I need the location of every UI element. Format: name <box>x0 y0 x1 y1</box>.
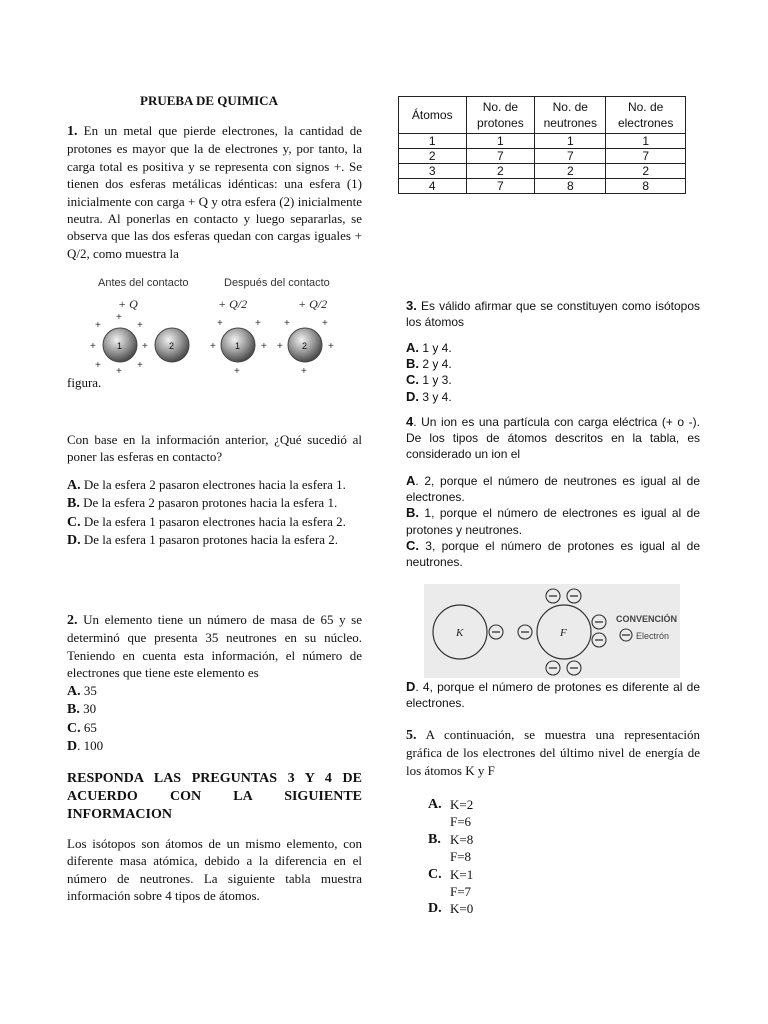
question-2-text <box>67 611 362 682</box>
charge-half-label-2: + Q/2 <box>298 297 328 311</box>
question-3-number: 3. <box>406 298 417 313</box>
sphere-1-before-label: 1 <box>117 341 123 351</box>
q4-option-c[interactable]: C. 3, porque el número de protones es igual al de neutrones. <box>406 537 701 570</box>
svg-text:+: + <box>255 318 261 329</box>
table-header-row <box>399 97 686 134</box>
svg-text:+: + <box>116 366 122 375</box>
q4-option-a[interactable]: A. 2, porque el número de neutrones es igual al de electrones. <box>406 473 700 505</box>
sphere-1-after-label: 1 <box>235 341 241 351</box>
electron-diagram-figure <box>424 584 680 678</box>
question-5-body: A continuación, se muestra una representación gráfica de los electrones del último nivel de energía de los átomos K y F <box>406 727 700 778</box>
svg-text:+: + <box>328 341 334 352</box>
q2-option-b[interactable]: B. 30 <box>67 701 97 718</box>
svg-text:+: + <box>261 341 267 352</box>
svg-text:+: + <box>301 366 307 375</box>
q1-option-d[interactable]: D. De la esfera 1 pasaron protones hacia la esfera 2. <box>67 532 338 549</box>
table-cell: 8 <box>535 179 606 194</box>
table-cell: 7 <box>535 149 606 164</box>
q1-option-b[interactable]: B. De la esfera 2 pasaron protones hacia la esfera 1. <box>67 495 338 512</box>
question-4-options <box>406 473 700 570</box>
q3-option-d[interactable]: D. 3 y 4. <box>406 388 452 404</box>
table-cell: 2 <box>399 149 467 164</box>
question-5-number: 5. <box>406 728 417 743</box>
svg-text:+: + <box>90 341 96 352</box>
question-2-options <box>67 682 362 756</box>
svg-text:+: + <box>234 366 240 375</box>
atoms-table <box>398 96 686 194</box>
table-cell: 8 <box>606 179 686 194</box>
section-heading: RESPONDA LAS PREGUNTAS 3 Y 4 DE ACUERDO CON LA SIGUIENTE INFORMACION <box>67 771 362 822</box>
table-cell: 1 <box>399 134 467 149</box>
table-row <box>399 134 686 149</box>
question-1-prompt: Con base en la información anterior, ¿Qué sucedió al poner las esferas en contacto? <box>67 432 362 465</box>
question-1-text <box>67 122 362 262</box>
sphere-2-after-label: 2 <box>302 341 308 351</box>
question-5-text <box>406 726 700 779</box>
charge-q-label: + Q <box>118 297 138 311</box>
convention-label: Electrón <box>636 631 670 641</box>
table-row <box>399 179 686 194</box>
table-cell: 1 <box>606 134 686 149</box>
question-3-text <box>406 298 700 330</box>
q3-option-a[interactable]: A. 1 y 4. <box>406 340 452 355</box>
svg-text:+: + <box>137 360 143 371</box>
svg-text:+: + <box>284 318 290 329</box>
sphere-2-before-label: 2 <box>169 341 175 351</box>
svg-text:+: + <box>217 318 223 329</box>
q4-option-d[interactable]: D. 4, porque el número de protones es diferente al de electrones. <box>406 679 700 711</box>
q2-option-a[interactable]: A. 35 <box>67 683 97 699</box>
col-header-neutrons: No. de neutrones <box>535 97 606 134</box>
question-1-number: 1. <box>67 124 78 139</box>
after-contact-label: Después del contacto <box>224 277 330 289</box>
figure-caption: figura. <box>67 375 102 390</box>
col-header-atoms: Átomos <box>399 97 467 134</box>
table-cell: 2 <box>466 164 535 179</box>
atom-f-label: F <box>560 627 567 639</box>
question-3-body: Es válido afirmar que se constituyen como isótopos los átomos <box>406 299 701 330</box>
isotopes-info-text: Los isótopos son átomos de un mismo elemento, con diferente masa atómica, debido a la diferencia en el número de neutrones. La siguiente tabla muestra información sobre 4 tipos de átomos. <box>67 836 362 904</box>
svg-text:+: + <box>142 341 148 352</box>
before-contact-label: Antes del contacto <box>98 277 189 289</box>
q1-option-c[interactable]: C. De la esfera 1 pasaron electrones hacia la esfera 2. <box>67 513 346 530</box>
convention-title: CONVENCIÓN <box>616 614 678 624</box>
question-1-options <box>67 476 362 550</box>
svg-text:+: + <box>322 318 328 329</box>
svg-text:+: + <box>277 341 283 352</box>
table-cell: 3 <box>399 164 467 179</box>
svg-text:+: + <box>95 320 101 331</box>
contact-spheres-figure <box>80 270 370 375</box>
table-cell: 7 <box>606 149 686 164</box>
table-cell: 7 <box>466 149 535 164</box>
q1-option-a[interactable]: A. De la esfera 2 pasaron electrones hacia la esfera 1. <box>67 477 346 493</box>
col-header-electrons: No. de electrones <box>606 97 686 134</box>
svg-text:+: + <box>116 312 122 323</box>
q5-option-b[interactable]: B. K=8 F=8 <box>428 831 474 865</box>
question-4-number: 4 <box>406 414 414 429</box>
q5-option-d[interactable]: D. K=0 <box>428 901 474 917</box>
question-1-body: En un metal que pierde electrones, la cantidad de protones es mayor que la de electrones y, por tanto, la carga total es positiva y se representa con signos +. Se tienen dos esferas metálicas idénticas: una esfera (1) inicialmente con carga + Q y otra esfera (2) inicialmente neutra. Al ponerlas en contacto y luego separarlas, se observa que las dos esferas quedan con cargas iguales + Q/2, como muestra la <box>67 123 363 261</box>
page-title: PRUEBA DE QUIMICA <box>140 93 278 108</box>
question-2-number: 2. <box>67 613 78 628</box>
q4-option-b[interactable]: B. 1, porque el número de electrones es igual al de protones y neutrones. <box>406 505 700 537</box>
table-cell: 7 <box>466 179 535 194</box>
table-row <box>399 149 686 164</box>
table-cell: 2 <box>535 164 606 179</box>
question-5-options <box>428 796 628 918</box>
question-2-body: Un elemento tiene un número de masa de 65 y se determinó que presenta 35 neutrones en su núcleo. Teniendo en cuenta esta información, el número de electrones que tiene este elemento es <box>67 612 363 681</box>
table-cell: 4 <box>399 179 467 194</box>
charge-half-label-1: + Q/2 <box>218 297 248 311</box>
q5-option-c[interactable]: C. K=1 F=7 <box>428 866 474 900</box>
q2-option-d[interactable]: D. 100 <box>67 738 104 755</box>
table-row <box>399 164 686 179</box>
table-cell: 1 <box>535 134 606 149</box>
question-3-options <box>406 340 700 405</box>
atom-k-label: K <box>456 627 464 639</box>
table-cell: 2 <box>606 164 686 179</box>
table-cell: 1 <box>466 134 535 149</box>
q3-option-b[interactable]: B. 2 y 4. <box>406 356 452 372</box>
svg-text:+: + <box>95 360 101 371</box>
q5-option-a[interactable]: A. K=2 F=6 <box>428 797 474 830</box>
svg-text:+: + <box>137 320 143 331</box>
question-4-text <box>406 414 700 463</box>
svg-text:+: + <box>210 341 216 352</box>
q3-option-c[interactable]: C. 1 y 3. <box>406 372 452 388</box>
col-header-protons: No. de protones <box>466 97 535 134</box>
question-4-body: . Un ion es una partícula con carga eléctrica (+ o -). De los tipos de átomos descritos en la tabla, es considerado un ion el <box>406 415 700 462</box>
q2-option-c[interactable]: C. 65 <box>67 719 97 736</box>
